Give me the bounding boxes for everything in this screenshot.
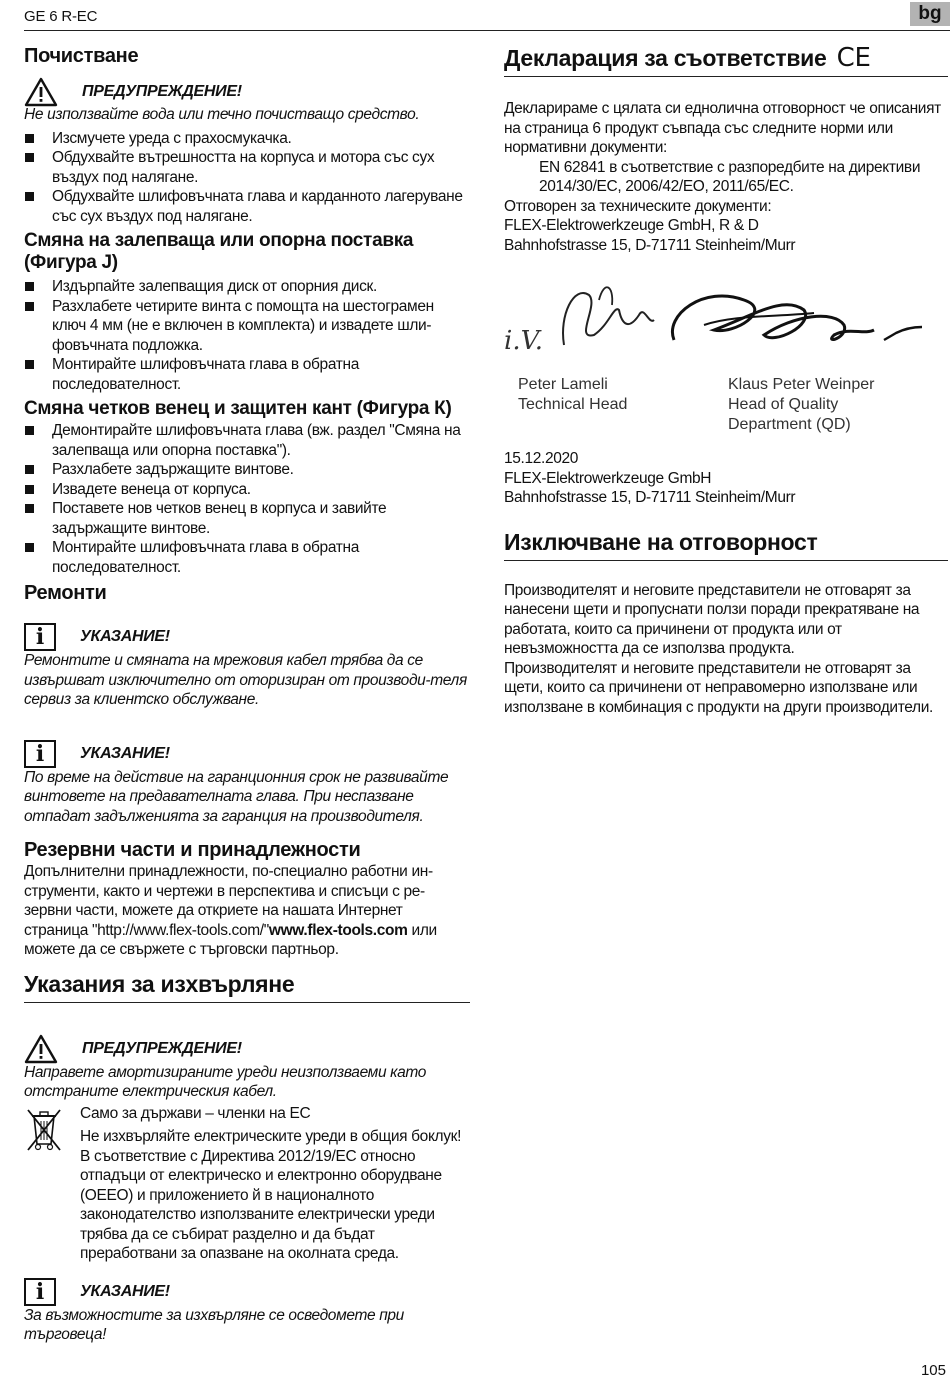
spares-body-after: или можете да се свържете с търговски партньор. — [24, 921, 437, 958]
warning-triangle-icon — [24, 77, 58, 107]
iv-text: i.V. — [504, 326, 544, 356]
list-item: Разхлабете четирите винта с помощта на шестограмен ключ 4 мм (не е включен в комплекта) и извадете шли-фовъчната подложка. — [24, 297, 470, 356]
warning-label: ПРЕДУПРЕЖДЕНИЕ! — [82, 83, 242, 100]
company-text-2: FLEX-Elektrowerkzeuge GmbH — [504, 469, 712, 487]
language-badge: bg — [910, 2, 950, 26]
disposal-notice-text: За възможностите за изхвърляне се осведомете при търговеца! — [24, 1306, 404, 1343]
repairs-notice-text: Ремонтите и смяната на мрежовия кабел трябва да се извършват изключително от оторизиран от производи-теля сервиз за клиентско обслужване. — [24, 652, 467, 708]
list-item: Обдухвайте вътрешността на корпуса и мотора със сух въздух под налягане. — [24, 148, 470, 187]
spares-title: Резервни части и принадлежности — [24, 839, 361, 861]
signer-2-role-1: Head of Quality — [728, 396, 839, 413]
notice-label: УКАЗАНИЕ! — [80, 628, 170, 645]
disposal-notice — [24, 1276, 470, 1308]
model-name: GE 6 R-EC — [24, 8, 98, 25]
cleaning-warning-text: Не използвайте вода или течно почистващо средство. — [24, 106, 420, 123]
list-item: Извадете венеца от корпуса. — [24, 480, 470, 500]
liability-text-2: Производителят и неговите представители не отговарят за щети, които са причинени от неправомерно използване или използване в комбинация с продукти на други производители. — [504, 659, 933, 716]
liability-title: Изключване на отговорност — [504, 528, 948, 561]
cleaning-list — [24, 129, 470, 227]
signature-block — [504, 255, 948, 445]
list-item: Обдухвайте шлифовъчната глава и карданното лагеруване със сух въздух под налягане. — [24, 187, 470, 226]
list-item: Изсмучете уреда с прахосмукачка. — [24, 129, 470, 149]
repairs-title: Ремонти — [24, 582, 107, 604]
notice-label: УКАЗАНИЕ! — [80, 744, 170, 762]
address-text-2: Bahnhofstrasse 15, D-71711 Steinheim/Murr — [504, 489, 796, 506]
cleaning-title: Почистване — [24, 45, 139, 67]
ce-mark: CE — [836, 43, 871, 73]
left-column — [24, 40, 470, 1345]
cleaning-warning — [24, 76, 470, 108]
declaration-title — [504, 40, 948, 77]
list-item: Поставете нов четков венец в корпуса и завийте задържащите винтове. — [24, 499, 470, 538]
info-icon: i — [24, 623, 56, 651]
weee-block — [24, 1104, 470, 1264]
signer-2-name: Klaus Peter Weinper — [728, 376, 875, 393]
signer-1-role: Technical Head — [518, 396, 628, 413]
list-item: Разхлабете задържащите винтове. — [24, 460, 470, 480]
spares-body: Допълнителни принадлежности, по-специално работни ин-струменти, както и чертежи в перспектива и списъци с ре-зервни части, можете да откриете на нашата Интернет страница "http://www.flex-tools.com/" — [24, 863, 433, 939]
signature-image — [504, 255, 944, 365]
standard-text: EN 62841 в съответствие с разпоредбите на директиви 2014/30/EC, 2006/42/EO, 2011/65/EC. — [539, 158, 921, 195]
signer-2-role-2: Department (QD) — [728, 416, 851, 433]
spares-link[interactable]: www.flex-tools.com — [268, 921, 408, 939]
liability-text-1: Производителят и неговите представители не отговарят за нанесени щети и пропуснати ползи поради прекратяване на работата, които са причинени от продукта или от невъзможността да се използва продукта. — [504, 581, 920, 657]
signer-1-name: Peter Lameli — [518, 376, 608, 393]
disposal-warning-text: Направете амортизираните уреди неизползваеми като отстраните електрическия кабел. — [24, 1063, 427, 1100]
address-text: Bahnhofstrasse 15, D-71711 Steinheim/Murr — [504, 236, 796, 254]
list-item: Демонтирайте шлифовъчната глава (вж. раздел "Смяна на залепваща или опорна поставка"). — [24, 421, 470, 460]
page-number: 105 — [920, 1362, 946, 1379]
repairs-notice — [24, 621, 470, 653]
right-column — [504, 40, 948, 717]
page-header — [24, 0, 950, 31]
eu-only-text: Само за държави – членки на ЕС — [80, 1104, 311, 1122]
weee-text — [80, 1104, 470, 1264]
crossed-bin-icon — [24, 1106, 64, 1152]
warranty-notice — [24, 738, 470, 770]
warning-triangle-icon — [24, 1034, 58, 1064]
company-text: FLEX-Elektrowerkzeuge GmbH, R & D — [504, 217, 759, 234]
disposal-title: Указания за изхвърляне — [24, 970, 470, 1003]
pad-title: Смяна на залепваща или опорна поставка (Фигура J) — [24, 230, 414, 273]
declaration-title-text: Декларация за съответствие — [504, 45, 827, 71]
pad-list — [24, 277, 470, 394]
warning-label: ПРЕДУПРЕЖДЕНИЕ! — [82, 1039, 242, 1057]
brush-title: Смяна четков венец и защитен кант (Фигура К) — [24, 398, 452, 419]
signer-1 — [518, 375, 627, 415]
disposal-warning — [24, 1033, 470, 1065]
brush-list — [24, 421, 470, 577]
declaration-text: Декларираме с цялата си еднолична отговорност че описаният на страница 6 продукт съвпада със следните норми или нормативни документи: — [504, 100, 941, 156]
no-household-text: Не изхвърляйте електрическите уреди в общия боклук! — [80, 1128, 462, 1145]
warranty-notice-text: По време на действие на гаранционния срок не развивайте винтовете на предавателната глава. При неспазване отпадат задълженията за гаранция на производителя. — [24, 768, 449, 825]
responsible-text: Отговорен за техническите документи: — [504, 197, 772, 215]
notice-label: УКАЗАНИЕ! — [80, 1282, 170, 1300]
list-item: Издърпайте залепващия диск от опорния диск. — [24, 277, 470, 297]
list-item: Монтирайте шлифовъчната глава в обратна последователност. — [24, 538, 470, 577]
declaration-date: 15.12.2020 — [504, 450, 579, 467]
list-item: Монтирайте шлифовъчната глава в обратна последователност. — [24, 355, 470, 394]
signer-2 — [728, 375, 874, 435]
info-icon: i — [24, 740, 56, 768]
directive-text: В съответствие с Директива 2012/19/ЕС относно отпадъци от електрическо и електронно оборудване (ОЕЕО) и приложението й в националното законодателство използваните електрически уреди трябва да се събират разделно и да бъдат преработвани за опазване на околната среда. — [80, 1147, 442, 1262]
spares-text — [24, 862, 470, 960]
info-icon: i — [24, 1278, 56, 1306]
